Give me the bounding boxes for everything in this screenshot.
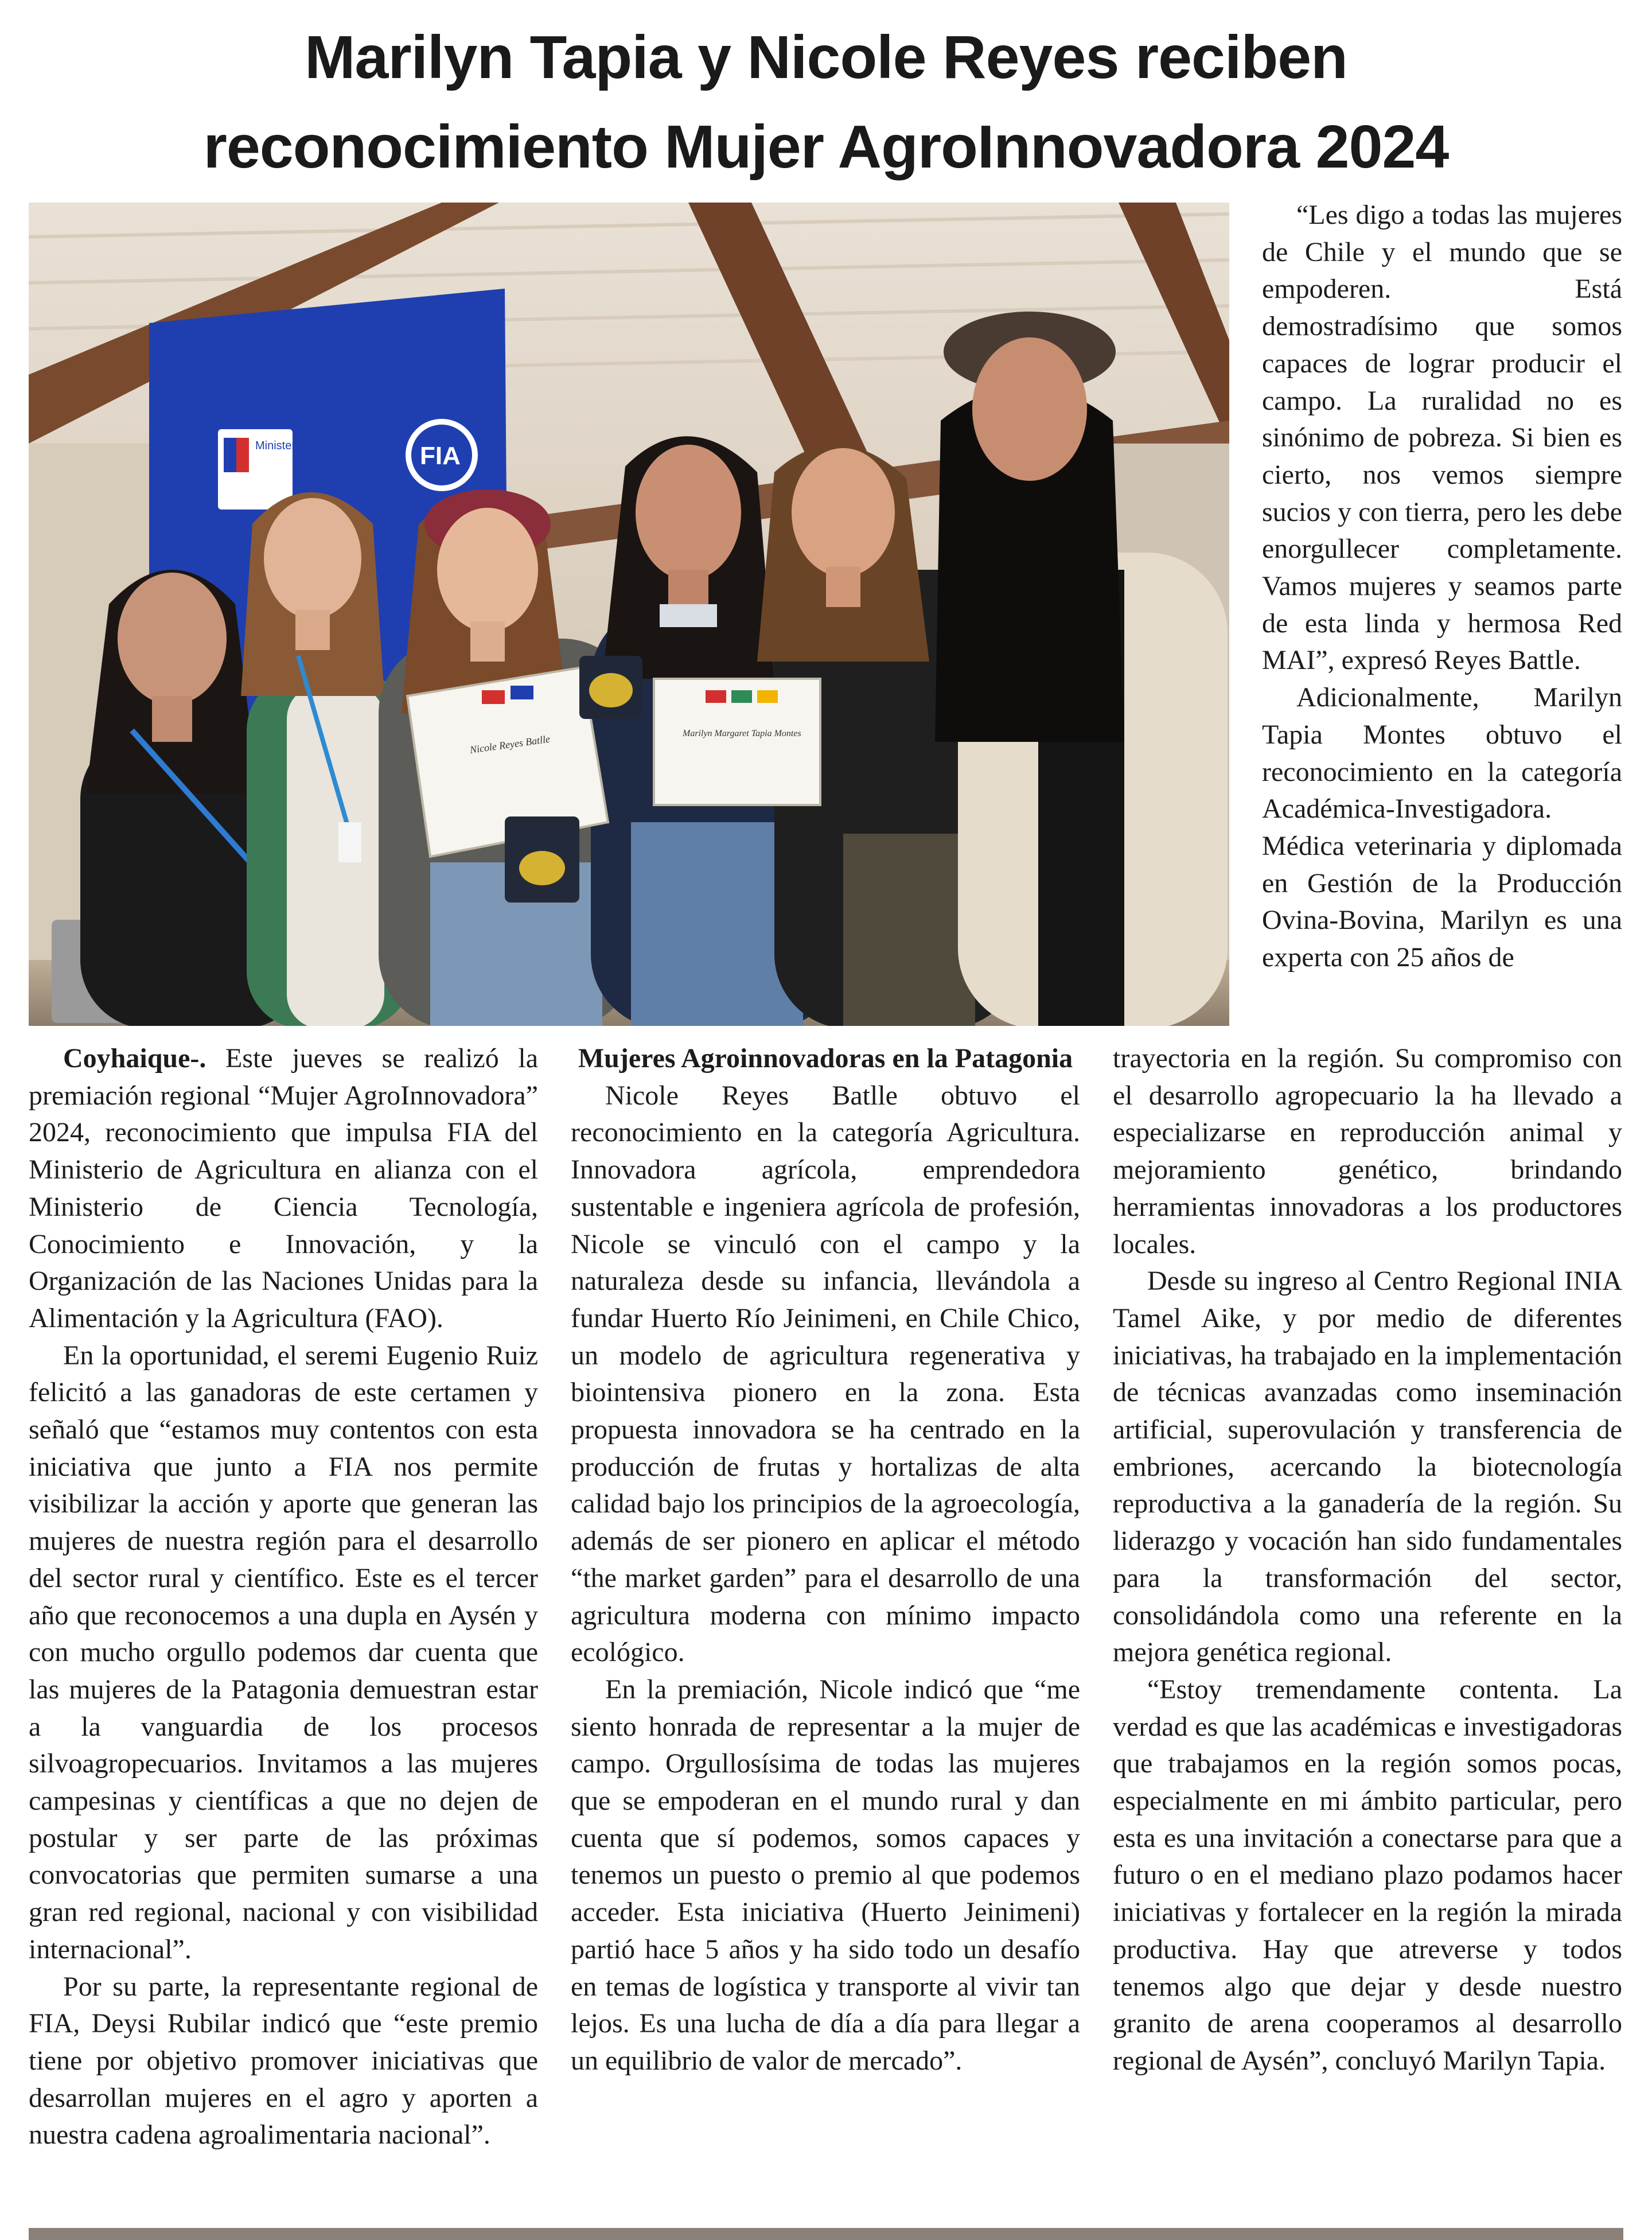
dateline: Coyhaique-. <box>63 1043 206 1074</box>
paragraph: Adicionalmente, Marilyn Tapia Montes obtuvo el reconocimiento en la categoría Académica-Investigadora. Médica veterinaria y diplomada en Gestión de la Producción Ovina-Bovina, Marilyn es una experta con 25 años de <box>1262 682 1622 973</box>
paragraph: “Estoy tremendamente contenta. La verdad es que las académicas e investigadoras que trabajamos en la región somos pocas, especialmente en mi ámbito particular, pero esta es una invitación a conectarse para que a futuro o en el mediano plazo podamos hacer iniciativas y fortalecer en la región la mirada productiva. Hay que atreverse y todos tenemos algo que dejar y desde nuestro granito de arena cooperamos al desarrollo regional de Aysén”, concluyó Marilyn Tapia. <box>1113 1674 1622 2076</box>
column-right-top <box>1262 197 1622 977</box>
paragraph: En la premiación, Nicole indicó que “me siento honrada de representar a la mujer de campo. Orgullosísima de todas las mujeres que se empoderan en el mundo rural y dan cuenta que sí podemos, somos capaces y tenemos un puesto o premio al que podemos acceder. Esta iniciativa (Huerto Jeinimeni) partió hace 5 años y ha sido todo un desafío en temas de logística y transporte al vivir tan lejos. Es una lucha de día a día para llegar a un equilibrio de valor de mercado”. <box>571 1674 1080 2076</box>
paragraph: Por su parte, la representante regional de FIA, Deysi Rubilar indicó que “este premio tiene por objetivo promover iniciativas que desarrollan mujeres en el agro y aporten a nuestra cadena agroalimentaria nacional”. <box>29 1971 538 2150</box>
footer-bar <box>29 2228 1623 2240</box>
headline-line-1: Marilyn Tapia y Nicole Reyes reciben <box>305 24 1347 91</box>
medal-box-upper <box>579 656 642 719</box>
paragraph: Desde su ingreso al Centro Regional INIA Tamel Aike, y por medio de diferentes iniciativas, ha trabajado en la implementación de técnicas avanzadas como inseminación artificial, superovulación y transferencia de embriones, acercando la biotecnología reproductiva a la ganadería de la región. Su liderazgo y vocación han sido fundamentales para la transformación del sector, consolidándola como una referente en la mejora genética regional. <box>1113 1266 1622 1668</box>
paragraph: En la oportunidad, el seremi Eugenio Ruiz felicitó a las ganadoras de este certamen y señaló que “estamos muy contentos con esta iniciativa que junto a FIA nos permite visibilizar la acción y aporte que generan las mujeres de nuestra región para el desarrollo del sector rural y científico. Este es el tercer año que reconocemos a una dupla en Aysén y con mucho orgullo podemos dar cuenta que las mujeres de la Patagonia demuestran estar a la vanguardia de los procesos silvoagropecuarios. Invitamos a las mujeres campesinas y científicas a que no dejen de postular y ser parte de las próximas convocatorias que permiten sumarse a una gran red regional, nacional y con visibilidad internacional”. <box>29 1340 538 1965</box>
paragraph: Nicole Reyes Batlle obtuvo el reconocimiento en la categoría Agricultura. Innovadora agrícola, emprendedora sustentable e ingeniera agrícola de profesión, Nicole se vinculó con el campo y la naturaleza desde su infancia, llevándola a fundar Huerto Río Jeinimeni, en Chile Chico, un modelo de agricultura regenerativa y biointensiva pionero en la zona. Esta propuesta innovadora se ha centrado en la producción de frutas y hortalizas de alta calidad bajo los principios de la agroecología, además de ser pionero en aplicar el método “the market garden” para el desarrollo de una agricultura moderna con mínimo impacto ecológico. <box>571 1080 1080 1668</box>
column-1 <box>29 1040 538 2154</box>
medal-box-lower <box>505 816 579 903</box>
diploma-right-name: Marilyn Margaret Tapia Montes <box>683 729 801 738</box>
paragraph: “Les digo a todas las mujeres de Chile y el mundo que se empoderen. Está demostradísimo que somos capaces de lograr producir el campo. La ruralidad no es sinónimo de pobreza. Si bien es cierto, nos vemos siempre sucios y con tierra, pero les debe enorgullecer completamente. Vamos mujeres y seamos parte de esta linda y hermosa Red MAI”, expresó Reyes Battle. <box>1262 200 1622 676</box>
column-3 <box>1113 1040 1622 2080</box>
headline-line-2: reconocimiento Mujer AgroInnovadora 2024 <box>203 113 1449 181</box>
article-photo <box>29 203 1229 1026</box>
headline <box>0 13 1652 192</box>
photo-scene <box>29 203 1229 1026</box>
diploma-left-name: Nicole Reyes Batlle <box>469 733 551 756</box>
banner-ministry-text: Ministerio de Agricultura <box>255 440 378 452</box>
paragraph <box>29 1040 538 1337</box>
column-2 <box>571 1040 1080 2080</box>
banner-fia-logo: FIA <box>420 442 461 470</box>
paragraph: trayectoria en la región. Su compromiso con el desarrollo agropecuario la ha llevado a especializarse en reproducción animal y mejoramiento genético, brindando herramientas innovadoras a los productores locales. <box>1113 1043 1622 1259</box>
diploma-right <box>654 679 820 805</box>
section-subhead: Mujeres Agroinnovadoras en la Patagonia <box>578 1043 1073 1074</box>
paragraph-text: Este jueves se realizó la premiación regional “Mujer AgroInnovadora” 2024, reconocimiento que impulsa FIA del Ministerio de Agricultura en alianza con el Ministerio de Ciencia Tecnología, Conocimiento e Innovación, y la Organización de las Naciones Unidas para la Alimentación y la Agricultura (FAO). <box>29 1043 538 1333</box>
